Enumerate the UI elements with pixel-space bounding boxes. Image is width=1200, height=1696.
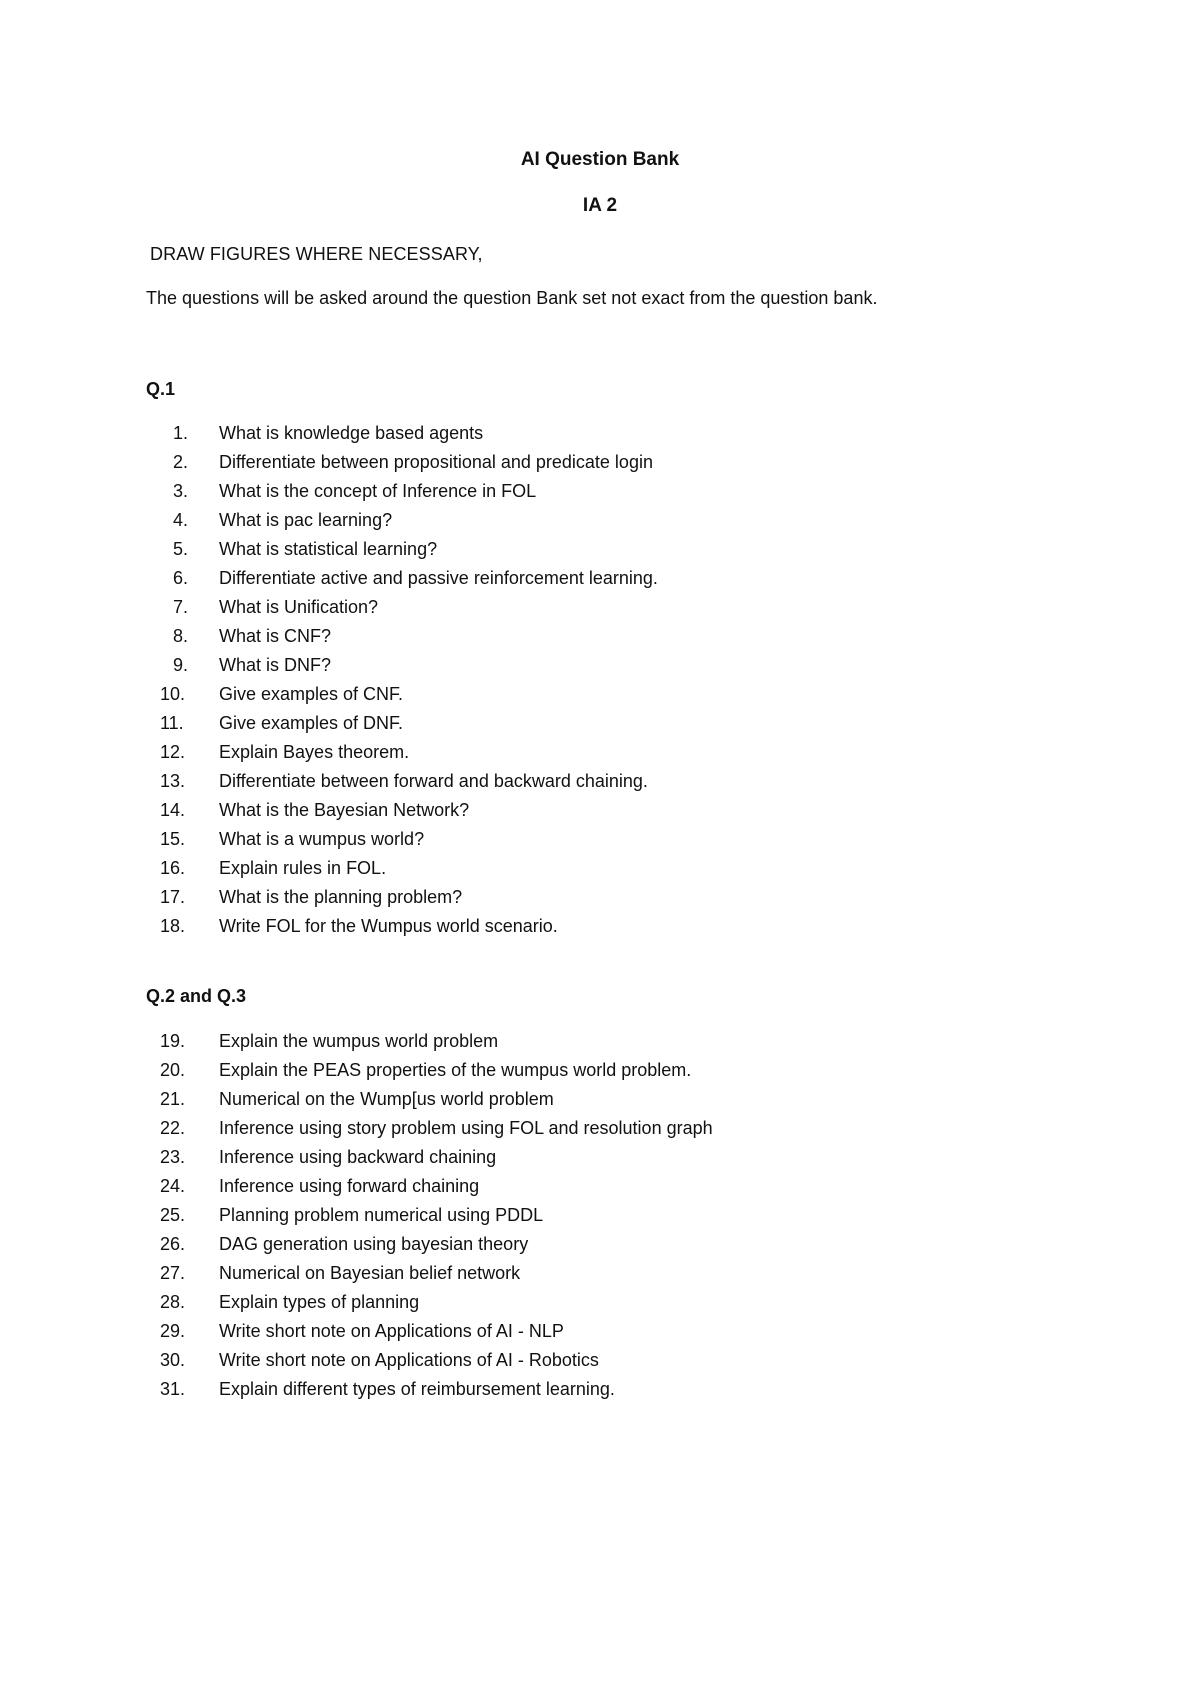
question-text: Explain the PEAS properties of the wumpus world problem. (219, 1060, 692, 1080)
question-number: 12. (160, 742, 186, 762)
question-text: What is the planning problem? (219, 887, 463, 907)
instruction-text: DRAW FIGURES WHERE NECESSARY, (150, 244, 483, 264)
question-number: 28. (160, 1292, 186, 1312)
question-item (160, 421, 658, 450)
question-number: 17. (160, 887, 186, 907)
question-item (160, 450, 658, 479)
section-heading-q2-q3: Q.2 and Q.3 (146, 986, 247, 1006)
question-text: Write short note on Applications of AI - Robotics (219, 1350, 599, 1370)
question-number: 26. (160, 1234, 186, 1254)
question-text: What is the concept of Inference in FOL (219, 481, 537, 501)
question-text: Inference using story problem using FOL and resolution graph (219, 1118, 713, 1138)
question-item (160, 566, 658, 595)
question-item (160, 508, 658, 537)
question-list-q1 (160, 421, 658, 943)
question-item (160, 1029, 713, 1058)
question-number: 31. (160, 1379, 186, 1399)
document-subtitle: IA 2 (582, 195, 618, 216)
question-text: What is DNF? (219, 655, 332, 675)
question-text: Explain the wumpus world problem (219, 1031, 499, 1051)
question-item (160, 1377, 713, 1406)
question-number: 16. (160, 858, 186, 878)
question-item (160, 827, 658, 856)
question-item (160, 682, 658, 711)
question-number: 4. (173, 510, 189, 530)
question-number: 30. (160, 1350, 186, 1370)
question-number: 11. (160, 713, 184, 733)
question-item (160, 1116, 713, 1145)
question-number: 13. (160, 771, 186, 791)
note-text: The questions will be asked around the question Bank set not exact from the question bank. (146, 288, 878, 308)
question-item (160, 1232, 713, 1261)
question-item (160, 624, 658, 653)
question-text: Explain Bayes theorem. (219, 742, 410, 762)
question-item (160, 1319, 713, 1348)
question-item (160, 740, 658, 769)
question-text: What is knowledge based agents (219, 423, 484, 443)
question-number: 18. (160, 916, 186, 936)
question-number: 8. (173, 626, 189, 646)
question-number: 3. (173, 481, 189, 501)
question-number: 1. (173, 423, 189, 443)
question-number: 21. (160, 1089, 186, 1109)
question-text: What is a wumpus world? (219, 829, 425, 849)
question-item (160, 537, 658, 566)
question-number: 7. (173, 597, 189, 617)
question-number: 27. (160, 1263, 186, 1283)
question-number: 6. (173, 568, 189, 588)
question-text: Numerical on Bayesian belief network (219, 1263, 521, 1283)
question-text: Write FOL for the Wumpus world scenario. (219, 916, 558, 936)
question-number: 14. (160, 800, 186, 820)
question-item (160, 1087, 713, 1116)
question-number: 25. (160, 1205, 186, 1225)
question-item (160, 1145, 713, 1174)
question-text: What is statistical learning? (219, 539, 438, 559)
question-number: 19. (160, 1031, 186, 1051)
question-item (160, 914, 658, 943)
question-number: 10. (160, 684, 186, 704)
question-text: Differentiate between propositional and predicate login (219, 452, 653, 472)
question-item (160, 1174, 713, 1203)
section-heading-q1: Q.1 (146, 379, 176, 399)
question-text: What is pac learning? (219, 510, 393, 530)
question-text: Explain types of planning (219, 1292, 420, 1312)
question-item (160, 1290, 713, 1319)
question-text: What is Unification? (219, 597, 379, 617)
question-item (160, 1203, 713, 1232)
question-text: Inference using forward chaining (219, 1176, 480, 1196)
question-text: Differentiate active and passive reinforcement learning. (219, 568, 658, 588)
question-item (160, 1261, 713, 1290)
question-number: 22. (160, 1118, 186, 1138)
question-item (160, 711, 658, 740)
question-number: 23. (160, 1147, 186, 1167)
question-number: 5. (173, 539, 189, 559)
question-item (160, 798, 658, 827)
question-number: 2. (173, 452, 189, 472)
question-text: What is CNF? (219, 626, 332, 646)
question-text: What is the Bayesian Network? (219, 800, 470, 820)
question-text: Inference using backward chaining (219, 1147, 497, 1167)
question-text: Write short note on Applications of AI - NLP (219, 1321, 564, 1341)
question-number: 9. (173, 655, 189, 675)
question-number: 24. (160, 1176, 186, 1196)
question-text: Give examples of CNF. (219, 684, 404, 704)
question-number: 20. (160, 1060, 186, 1080)
question-number: 29. (160, 1321, 186, 1341)
question-text: Planning problem numerical using PDDL (219, 1205, 544, 1225)
question-item (160, 856, 658, 885)
question-item (160, 1058, 713, 1087)
question-text: Differentiate between forward and backward chaining. (219, 771, 648, 791)
document-title: AI Question Bank (520, 149, 680, 170)
question-item (160, 885, 658, 914)
question-number: 15. (160, 829, 186, 849)
question-text: Explain rules in FOL. (219, 858, 387, 878)
question-item (160, 653, 658, 682)
question-item (160, 595, 658, 624)
question-list-q2-q3 (160, 1029, 713, 1406)
question-text: Explain different types of reimbursement learning. (219, 1379, 615, 1399)
question-item (160, 1348, 713, 1377)
question-text: DAG generation using bayesian theory (219, 1234, 529, 1254)
question-item (160, 479, 658, 508)
question-item (160, 769, 658, 798)
question-text: Give examples of DNF. (219, 713, 404, 733)
question-text: Numerical on the Wump[us world problem (219, 1089, 554, 1109)
